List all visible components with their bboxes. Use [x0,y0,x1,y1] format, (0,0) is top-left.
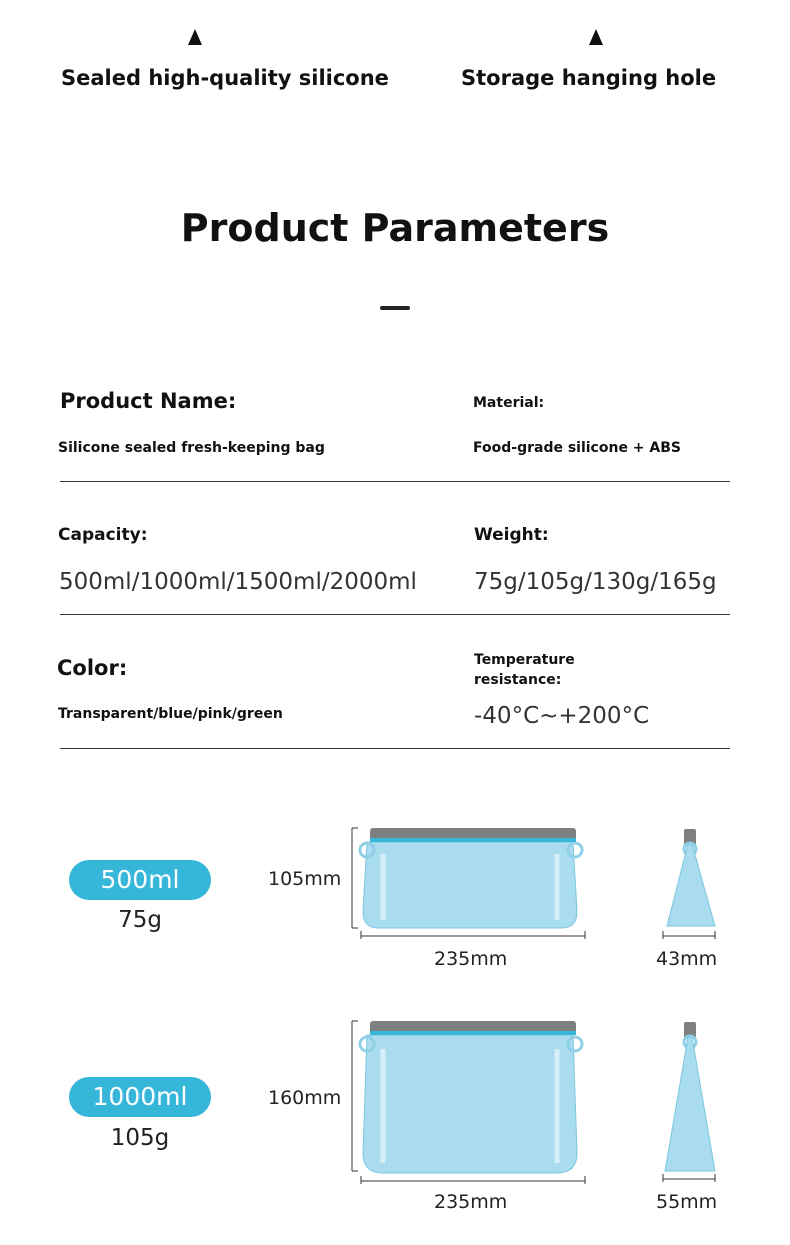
weight-105g: 105g [110,1125,170,1151]
product-name-label: Product Name: [60,389,237,413]
arrow-up-icon [188,29,202,45]
temperature-value: -40°C~+200°C [474,703,650,729]
height-dimension-label: 105mm [268,868,342,890]
depth-dimension-label: 55mm [656,1191,718,1213]
row-divider [60,481,730,482]
section-title: Product Parameters [180,206,610,250]
material-value: Food-grade silicone + ABS [473,440,682,456]
capacity-value: 500ml/1000ml/1500ml/2000ml [59,569,417,595]
feature-label-silicone: Sealed high-quality silicone [61,66,389,90]
height-dimension-label: 160mm [268,1087,342,1109]
product-name-value: Silicone sealed fresh-keeping bag [58,440,325,456]
depth-dimension-label: 43mm [656,948,718,970]
arrow-up-icon [589,29,603,45]
weight-value: 75g/105g/130g/165g [474,569,717,595]
row-divider [60,748,730,749]
capacity-pill-500ml: 500ml [69,860,211,900]
color-value: Transparent/blue/pink/green [58,706,283,722]
weight-label: Weight: [474,525,549,545]
temperature-label-line2: resistance: [474,672,562,688]
capacity-label: Capacity: [58,525,148,545]
temperature-label-line1: Temperature [474,652,575,668]
bag-front-view-1000ml [345,1013,595,1190]
width-dimension-label: 235mm [434,1191,508,1213]
row-divider [60,614,730,615]
bag-front-view-500ml [345,820,595,945]
material-label: Material: [473,395,545,411]
capacity-pill-1000ml: 1000ml [69,1077,211,1117]
bag-side-view-500ml [655,826,725,944]
weight-75g: 75g [118,907,162,933]
feature-label-hanging-hole: Storage hanging hole [461,66,717,90]
color-label: Color: [57,656,128,680]
bag-side-view-1000ml [655,1019,725,1189]
title-divider [380,306,410,310]
width-dimension-label: 235mm [434,948,508,970]
